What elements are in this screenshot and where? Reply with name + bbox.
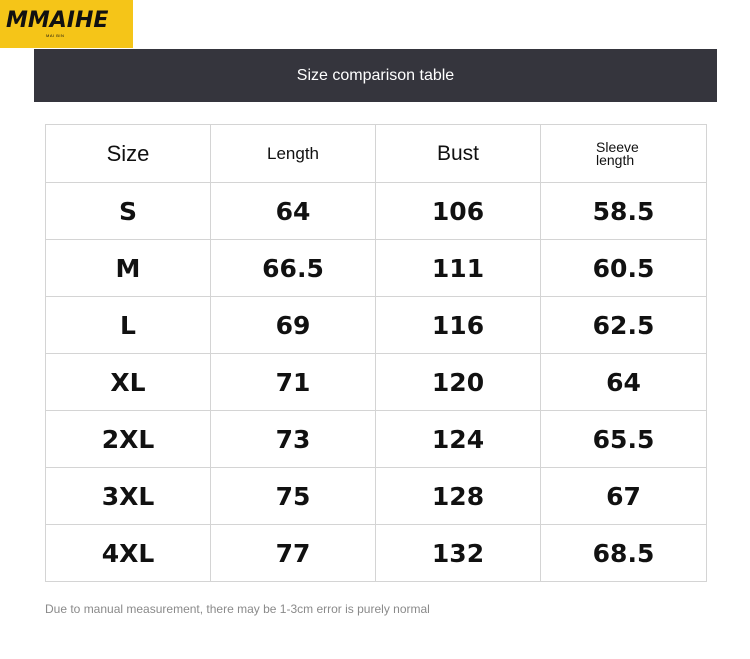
table-row	[46, 183, 707, 240]
table-row	[46, 525, 707, 582]
brand-subtext: MAI BIN	[46, 33, 65, 38]
table-cell: 68.5	[541, 525, 707, 582]
table-cell: 77	[211, 525, 376, 582]
table-cell: 111	[376, 240, 541, 297]
table-cell: L	[46, 297, 211, 354]
sleeve-header-text: Sleeve length	[596, 138, 639, 168]
table-row	[46, 297, 707, 354]
table-cell: 62.5	[541, 297, 707, 354]
table-cell: 67	[541, 468, 707, 525]
table-title: Size comparison table	[296, 66, 455, 84]
column-header-size: Size	[46, 125, 211, 183]
table-cell: 132	[376, 525, 541, 582]
table-cell: 73	[211, 411, 376, 468]
table-cell: 60.5	[541, 240, 707, 297]
table-cell: 65.5	[541, 411, 707, 468]
table-cell: 4XL	[46, 525, 211, 582]
table-row	[46, 354, 707, 411]
table-cell: 71	[211, 354, 376, 411]
table-cell: 69	[211, 297, 376, 354]
table-title-bar	[34, 49, 717, 102]
table-row	[46, 468, 707, 525]
column-header-bust: Bust	[376, 125, 541, 183]
brand-logo	[0, 0, 133, 48]
size-table	[45, 124, 707, 582]
column-header-sleeve-length	[541, 125, 707, 183]
table-cell: 116	[376, 297, 541, 354]
table-cell: 66.5	[211, 240, 376, 297]
table-row	[46, 411, 707, 468]
table-cell: 3XL	[46, 468, 211, 525]
table-header-row	[46, 125, 707, 183]
table-cell: 128	[376, 468, 541, 525]
table-cell: 58.5	[541, 183, 707, 240]
table-cell: 75	[211, 468, 376, 525]
table-cell: 64	[211, 183, 376, 240]
table-cell: 64	[541, 354, 707, 411]
table-cell: 2XL	[46, 411, 211, 468]
table-cell: XL	[46, 354, 211, 411]
table-row	[46, 240, 707, 297]
table-cell: 106	[376, 183, 541, 240]
table-cell: 124	[376, 411, 541, 468]
table-cell: S	[46, 183, 211, 240]
table-body	[46, 183, 707, 582]
measurement-note: Due to manual measurement, there may be 1-3cm error is purely normal	[45, 602, 430, 616]
table-cell: M	[46, 240, 211, 297]
column-header-length: Length	[211, 125, 376, 183]
table-cell: 120	[376, 354, 541, 411]
brand-name: MMAIHE	[6, 8, 109, 33]
